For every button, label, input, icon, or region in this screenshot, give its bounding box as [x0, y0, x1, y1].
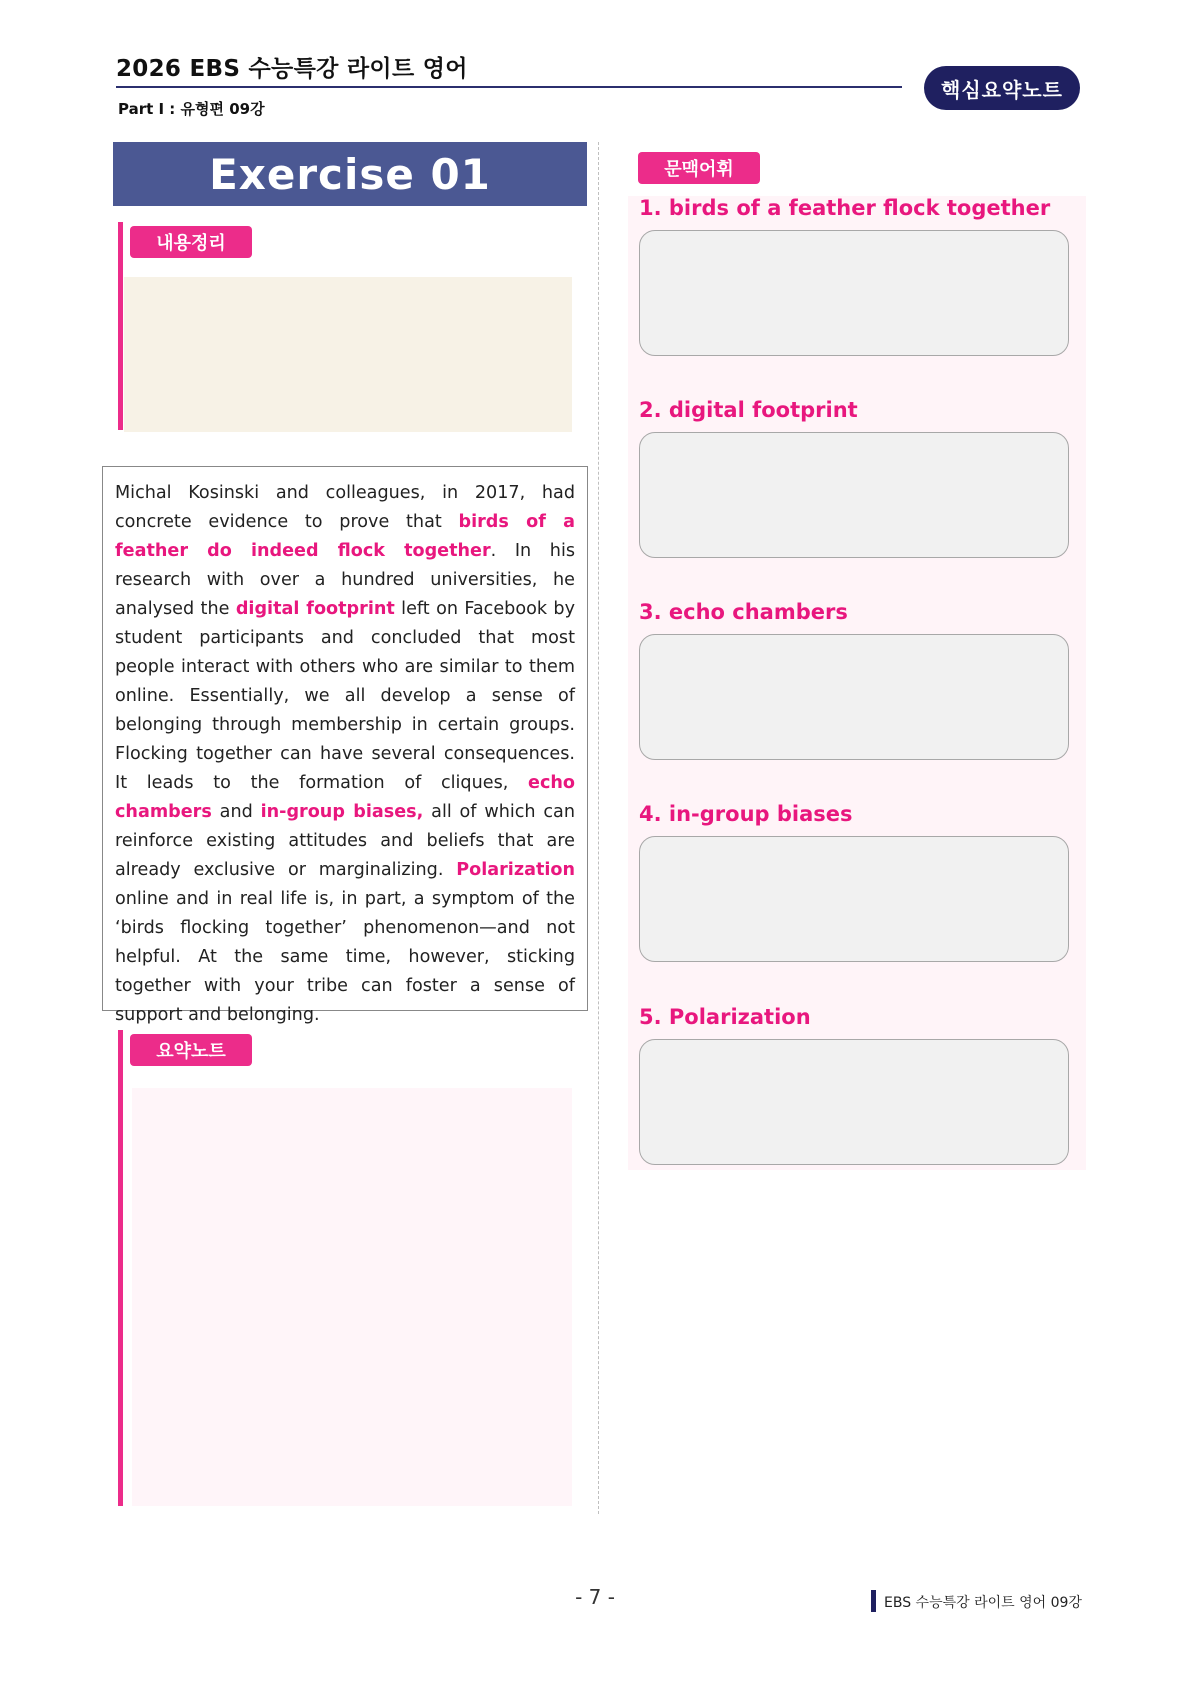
summary-note-box[interactable] — [132, 1088, 572, 1506]
summary-section-bar — [118, 1030, 123, 1506]
page-number: - 7 - — [575, 1585, 615, 1609]
column-divider — [598, 142, 599, 1514]
highlighted-term: birds of a feather do indeed flock together — [115, 512, 575, 561]
passage-segment: . In his research with over a hundred universities, he analysed the — [115, 541, 575, 619]
exercise-title: Exercise 01 — [113, 142, 587, 206]
vocab-item-4-label: 4. in-group biases — [639, 802, 853, 826]
passage-segment: online and in real life is, in part, a symptom of the ‘birds flocking together’ phenomenon—and not helpful. At the same time, however, sticking together with your tribe can foster a sense of support and belonging. — [115, 889, 575, 1025]
document-title: 2026 EBS 수능특강 라이트 영어 — [116, 56, 468, 82]
summary-tag: 요약노트 — [130, 1034, 252, 1066]
vocab-item-2-label: 2. digital footprint — [639, 398, 858, 422]
passage-segment: all of which can reinforce existing attitudes and beliefs that are already exclusive or marginalizing. — [115, 802, 575, 880]
vocab-item-1-answer-box[interactable] — [639, 230, 1069, 356]
highlighted-term: in-group biases, — [260, 802, 424, 822]
highlighted-term: digital footprint — [235, 599, 395, 619]
passage-segment: and — [211, 802, 261, 822]
vocab-item-1-label: 1. birds of a feather flock together — [639, 196, 1051, 220]
header-rule — [116, 86, 902, 88]
highlighted-term: echo chambers — [115, 773, 575, 822]
passage-segment: left on Facebook by student participants and concluded that most people interact with others who are similar to them online. Essentially, we all develop a sense of belonging through membership in certain groups. Flocking together can have several consequences. It leads to the formation of cliques, — [115, 599, 576, 793]
highlighted-term: Polarization — [456, 860, 575, 880]
passage-text — [115, 479, 575, 1030]
vocab-item-5-answer-box[interactable] — [639, 1039, 1069, 1165]
footer-label: EBS 수능특강 라이트 영어 09강 — [884, 1595, 1082, 1611]
document-subtitle: Part Ⅰ : 유형편 09강 — [118, 100, 265, 118]
section-badge: 핵심요약노트 — [924, 66, 1080, 110]
footer-marker — [871, 1590, 876, 1612]
vocab-item-2-answer-box[interactable] — [639, 432, 1069, 558]
content-tag: 내용정리 — [130, 226, 252, 258]
passage-segment: Michal Kosinski and colleagues, in 2017, had concrete evidence to prove that — [115, 483, 575, 532]
vocab-item-3-answer-box[interactable] — [639, 634, 1069, 760]
vocab-tag: 문맥어휘 — [638, 152, 760, 184]
vocab-item-4-answer-box[interactable] — [639, 836, 1069, 962]
vocab-item-3-label: 3. echo chambers — [639, 600, 848, 624]
vocab-item-5-label: 5. Polarization — [639, 1005, 811, 1029]
content-section-bar — [118, 222, 123, 430]
passage-box — [102, 466, 588, 1025]
content-summary-box[interactable] — [124, 277, 572, 432]
